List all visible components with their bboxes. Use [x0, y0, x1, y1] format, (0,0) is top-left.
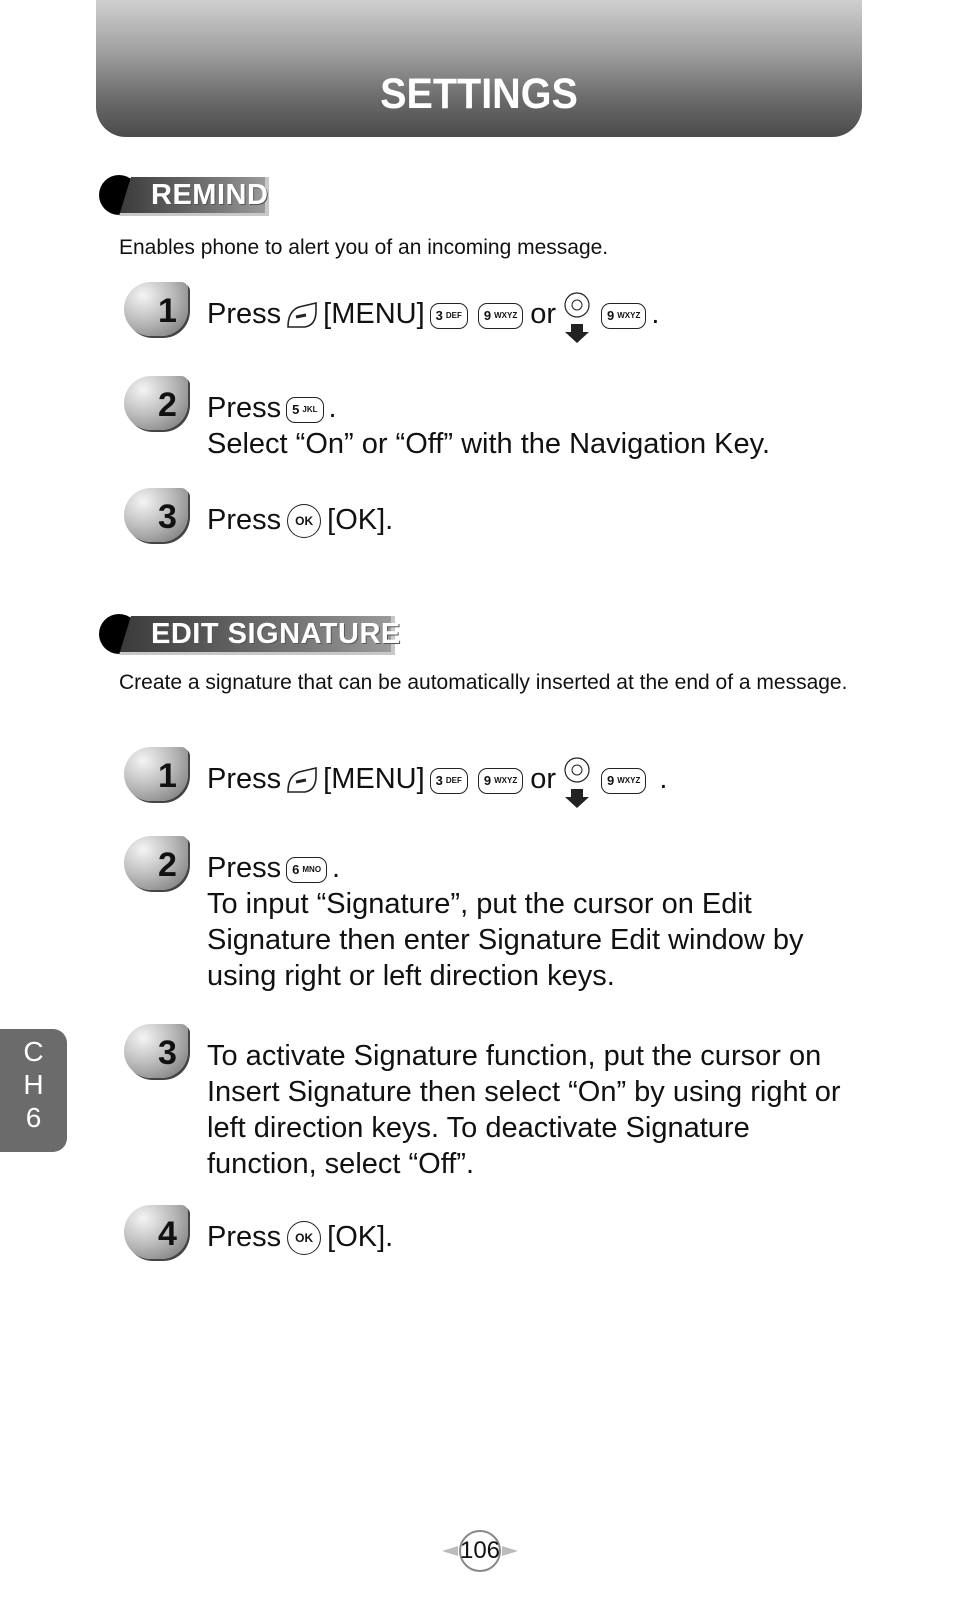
step-number-badge: 3	[124, 1024, 190, 1080]
section-description: Enables phone to alert you of an incoming message.	[119, 236, 609, 259]
step-number-badge: 2	[124, 376, 190, 432]
menu-label: [MENU]	[323, 298, 425, 330]
page-title: SETTINGS	[380, 70, 578, 118]
page-header	[96, 0, 862, 137]
page-number: 106	[459, 1537, 501, 1564]
left-softkey-icon	[285, 766, 319, 794]
section-title: REMIND	[151, 179, 269, 211]
key-9-icon: 9 WXYZ	[601, 303, 646, 329]
key-9-icon: 9 WXYZ	[478, 768, 523, 794]
section-title: EDIT SIGNATURE	[151, 618, 401, 650]
or-text: or	[530, 298, 557, 330]
key-6-icon: 6 MNO	[286, 857, 327, 883]
section-label-edit-signature	[99, 614, 399, 654]
menu-label: [MENU]	[323, 763, 425, 795]
left-softkey-icon	[285, 301, 319, 329]
step-text: Press	[207, 298, 282, 330]
chapter-tab: C H 6	[0, 1029, 67, 1152]
page-number-badge	[440, 1529, 520, 1573]
key-3-icon: 3 DEF	[430, 768, 468, 794]
step-text: To input “Signature”, put the cursor on Edit Signature then enter Signature Edit window by using right or left direction keys.	[207, 888, 804, 992]
navigation-down-icon	[562, 292, 592, 344]
key-9-icon: 9 WXYZ	[478, 303, 523, 329]
step-number-badge: 1	[124, 747, 190, 803]
navigation-down-icon	[562, 757, 592, 809]
key-5-icon: 5 JKL	[286, 397, 323, 423]
section-label-remind	[99, 175, 271, 215]
step-number-badge: 3	[124, 488, 190, 544]
key-3-icon: 3 DEF	[430, 303, 468, 329]
step-number-badge: 2	[124, 836, 190, 892]
ok-key-icon: OK	[287, 1221, 321, 1255]
section-description: Create a signature that can be automatically inserted at the end of a message.	[119, 671, 848, 694]
step-text: To activate Signature function, put the cursor on Insert Signature then select “On” by using right or left direction keys. To deactivate Signature function, select “Off”.	[207, 1040, 841, 1180]
step-text: Select “On” or “Off” with the Navigation Key.	[207, 428, 771, 460]
step-number-badge: 1	[124, 282, 190, 338]
key-9-icon: 9 WXYZ	[601, 768, 646, 794]
step-number-badge: 4	[124, 1205, 190, 1261]
ok-key-icon: OK	[287, 504, 321, 538]
